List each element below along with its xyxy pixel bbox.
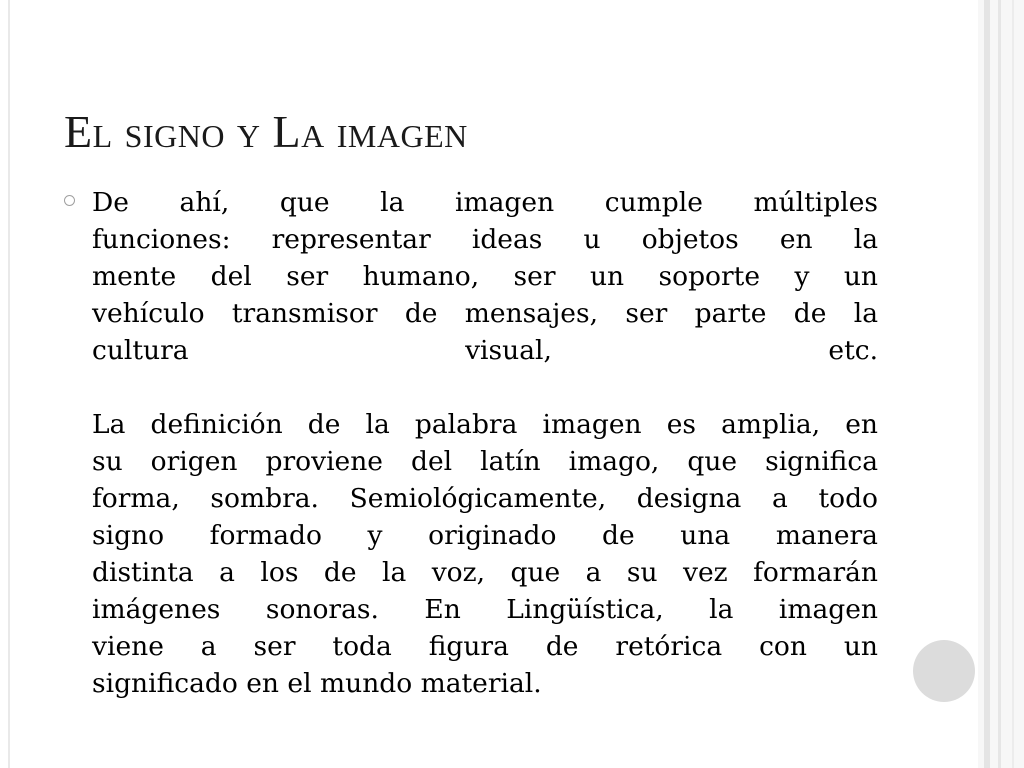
text-line: viene a ser toda figura de retórica con un <box>92 631 878 662</box>
right-decorative-line <box>998 0 1001 768</box>
text-line: significado en el mundo material. <box>92 668 542 699</box>
decorative-circle <box>913 640 975 702</box>
bullet-circle-icon <box>64 195 75 206</box>
text-line: La definición de la palabra imagen es amplia, en <box>92 409 878 440</box>
slide-body <box>92 184 878 702</box>
text-line: mente del ser humano, ser un soporte y un <box>92 261 878 292</box>
text-line: cultura visual, etc. <box>92 335 878 366</box>
text-line: forma, sombra. Semiológicamente, designa a todo <box>92 483 878 514</box>
text-line: imágenes sonoras. En Lingüística, la imagen <box>92 594 878 625</box>
text-line: distinta a los de la voz, que a su vez formarán <box>92 557 878 588</box>
text-line: funciones: representar ideas u objetos en la <box>92 224 878 255</box>
text-line: su origen proviene del latín imago, que significa <box>92 446 878 477</box>
paragraph-2 <box>92 406 878 702</box>
right-decorative-line <box>1012 0 1014 768</box>
text-line: signo formado y originado de una manera <box>92 520 878 551</box>
right-decorative-line <box>984 0 990 768</box>
slide-title: El signo y La imagen <box>64 106 468 157</box>
text-line: De ahí, que la imagen cumple múltiples <box>92 187 878 218</box>
left-border-line <box>8 0 10 768</box>
text-line: vehículo transmisor de mensajes, ser parte de la <box>92 298 878 329</box>
paragraph-1 <box>92 184 878 369</box>
paragraph-spacer <box>92 369 878 406</box>
